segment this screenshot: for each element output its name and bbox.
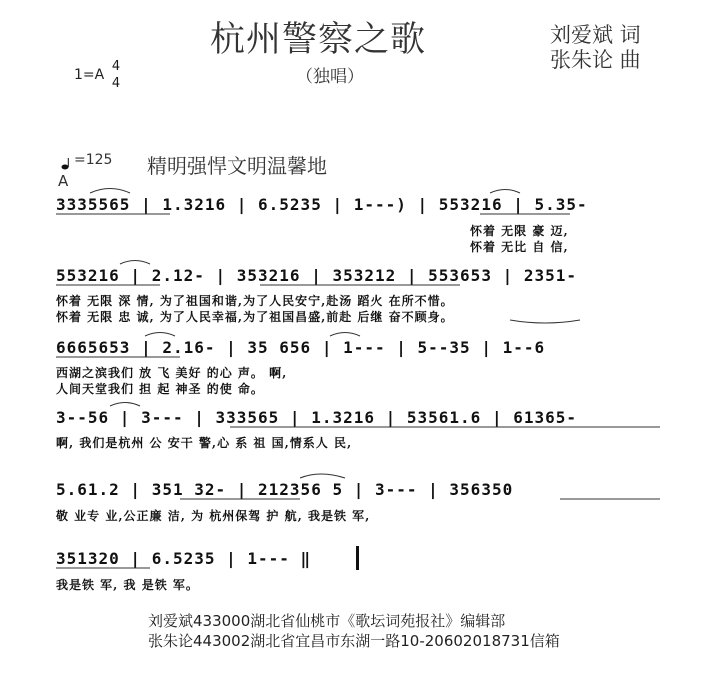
score-line-5-notes: 5.61.2 | 351 32- | 212356 5 | 3--- | 356350	[56, 480, 514, 499]
slur-mark	[145, 333, 175, 337]
score-line-6-lyrics-1: 我是铁 军, 我 是铁 军。	[56, 578, 199, 592]
slur-mark	[490, 190, 520, 194]
score-line-2-lyrics-2: 怀着 无限 忠 诚, 为了人民幸福,为了祖国昌盛,前赴 后继 奋不顾身。	[56, 310, 454, 324]
score-line-5-lyrics-1: 敬 业专 业,公正廉 洁, 为 杭州保驾 护 航, 我是铁 军,	[56, 509, 371, 523]
slur-mark	[510, 320, 580, 323]
expression-mark: 精明强悍文明温馨地	[147, 154, 327, 178]
key-signature: 1=A	[74, 67, 105, 83]
score-line-4-notes: 3--56 | 3--- | 333565 | 1.3216 | 53561.6 | 61365-	[56, 408, 578, 427]
score-line-1-lyrics-2: 怀着 无比 自 信,	[470, 240, 569, 254]
score-line-3-lyrics-2: 人间天堂我们 担 起 神圣 的使 命。	[56, 382, 264, 396]
composer-credit: 张朱论 曲	[550, 48, 641, 72]
footer-address-2: 张朱论443002湖北省宜昌市东湖一路10-20602018731信箱	[148, 632, 560, 650]
score-line-4-lyrics-1: 啊, 我们是杭州 公 安干 警,心 系 祖 国,情系人 民,	[56, 436, 353, 450]
score-line-2-notes: 553216 | 2.12- | 353216 | 353212 | 553653 | 2351-	[56, 266, 578, 285]
time-signature-bottom: 4	[111, 76, 121, 91]
footer-address-1: 刘爱斌433000湖北省仙桃市《歌坛词苑报社》编辑部	[148, 612, 506, 630]
score-line-6-notes: 351320 | 6.5235 | 1--- ‖	[56, 549, 312, 568]
slur-mark	[330, 333, 360, 337]
song-title: 杭州警察之歌	[210, 20, 427, 60]
slur-mark	[120, 261, 150, 265]
section-mark: A	[58, 172, 69, 190]
song-subtitle: （独唱）	[296, 67, 364, 87]
score-line-3-lyrics-1: 西湖之滨我们 放 飞 美好 的心 声。 啊,	[56, 366, 288, 380]
score-line-1-notes: 3335565 | 1.3216 | 6.5235 | 1---) | 553216 | 5.35-	[56, 195, 588, 214]
slur-mark	[110, 403, 140, 407]
score-line-2-lyrics-1: 怀着 无限 深 情, 为了祖国和谐,为了人民安宁,赴汤 蹈火 在所不惜。	[56, 294, 454, 308]
slur-mark	[300, 474, 345, 478]
time-signature-top: 4	[111, 59, 121, 74]
slur-mark	[90, 189, 130, 194]
final-barline	[356, 546, 359, 570]
score-line-1-lyrics-1: 怀着 无限 豪 迈,	[470, 224, 569, 238]
tempo-mark: =125	[74, 152, 113, 168]
lyricist-credit: 刘爱斌 词	[550, 23, 641, 47]
score-line-3-notes: 6665653 | 2.16- | 35 656 | 1--- | 5--35 | 1--6	[56, 338, 546, 357]
